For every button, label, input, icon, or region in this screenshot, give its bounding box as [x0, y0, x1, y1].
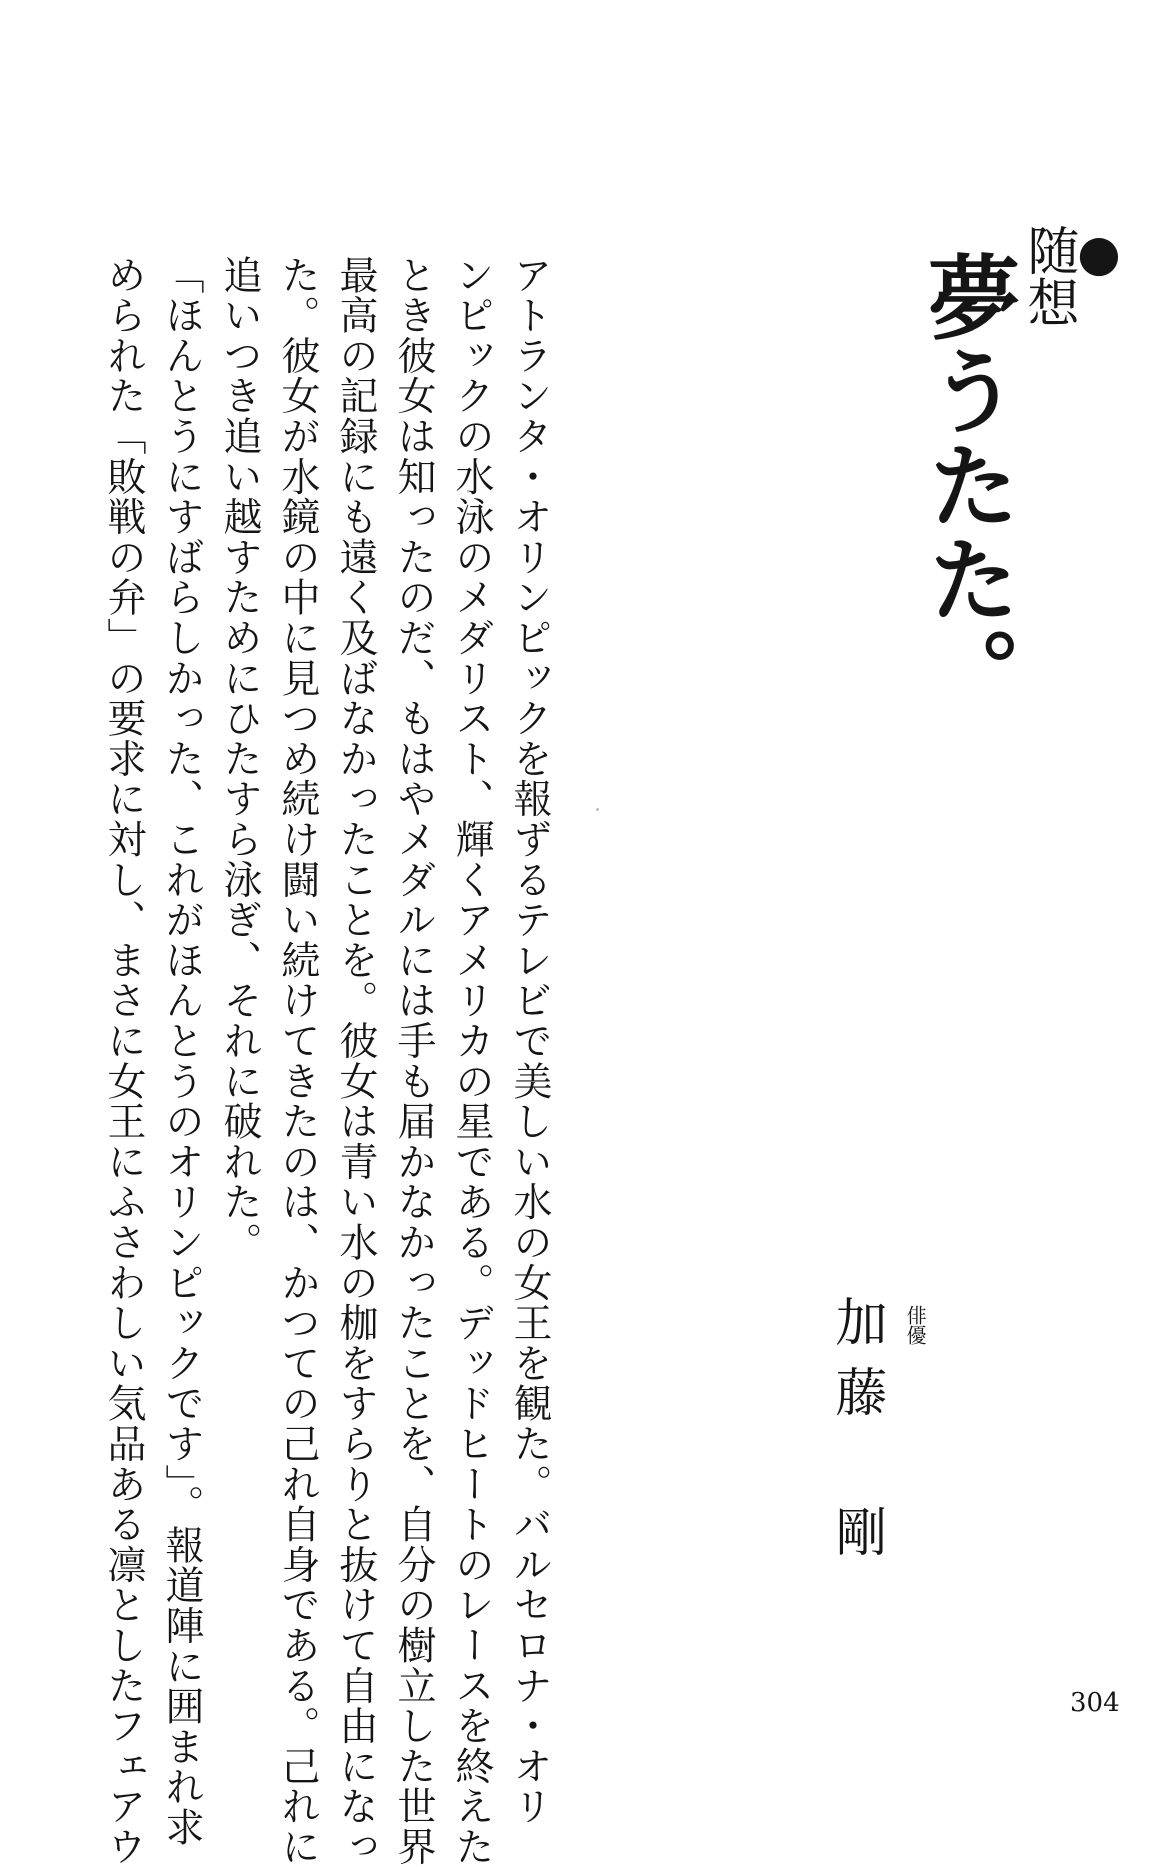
section-label: 随想: [1018, 224, 1078, 328]
body-line: とき彼女は知ったのだ、もはやメダルには手も届かなかったことを、自分の樹立した世界: [391, 255, 436, 1867]
essay-title: 夢うたた。: [913, 250, 1020, 720]
body-line: た。彼女が水鏡の中に見つめ続け闘い続けてきたのは、かつての己れ自身である。己れに: [275, 255, 320, 1867]
body-line: 「ほんとうにすばらしかった、これがほんとうのオリンピックです」。報道陣に囲まれ求: [159, 255, 204, 1848]
author-block: [826, 1295, 940, 1575]
body-line: 追いつき追い越すためにひたすら泳ぎ、それに破れた。: [217, 255, 262, 1263]
bullet-icon: ●: [1070, 224, 1128, 282]
body-line: ンピックの水泳のメダリスト、輝くアメリカの星である。デッドヒートのレースを終えた: [449, 255, 494, 1867]
body-line: 最高の記録にも遠く及ばなかったことを。彼女は青い水の枷をすらりと抜けて自由になっ: [333, 255, 378, 1867]
page-number: 304: [1070, 1688, 1120, 1718]
body-line: アトランタ・オリンピックを報ずるテレビで美しい水の女王を観た。バルセロナ・オリ: [507, 255, 552, 1827]
essay-body: [94, 255, 558, 1867]
author-role: 俳優: [903, 1305, 927, 1345]
section-heading: [1018, 224, 1128, 328]
body-line: められた「敗戦の弁」の要求に対し、まさに女王にふさわしい気品ある凛としたフェアウ: [101, 255, 146, 1867]
scan-dot: [596, 808, 599, 811]
author-name: 加藤 剛: [826, 1295, 886, 1575]
